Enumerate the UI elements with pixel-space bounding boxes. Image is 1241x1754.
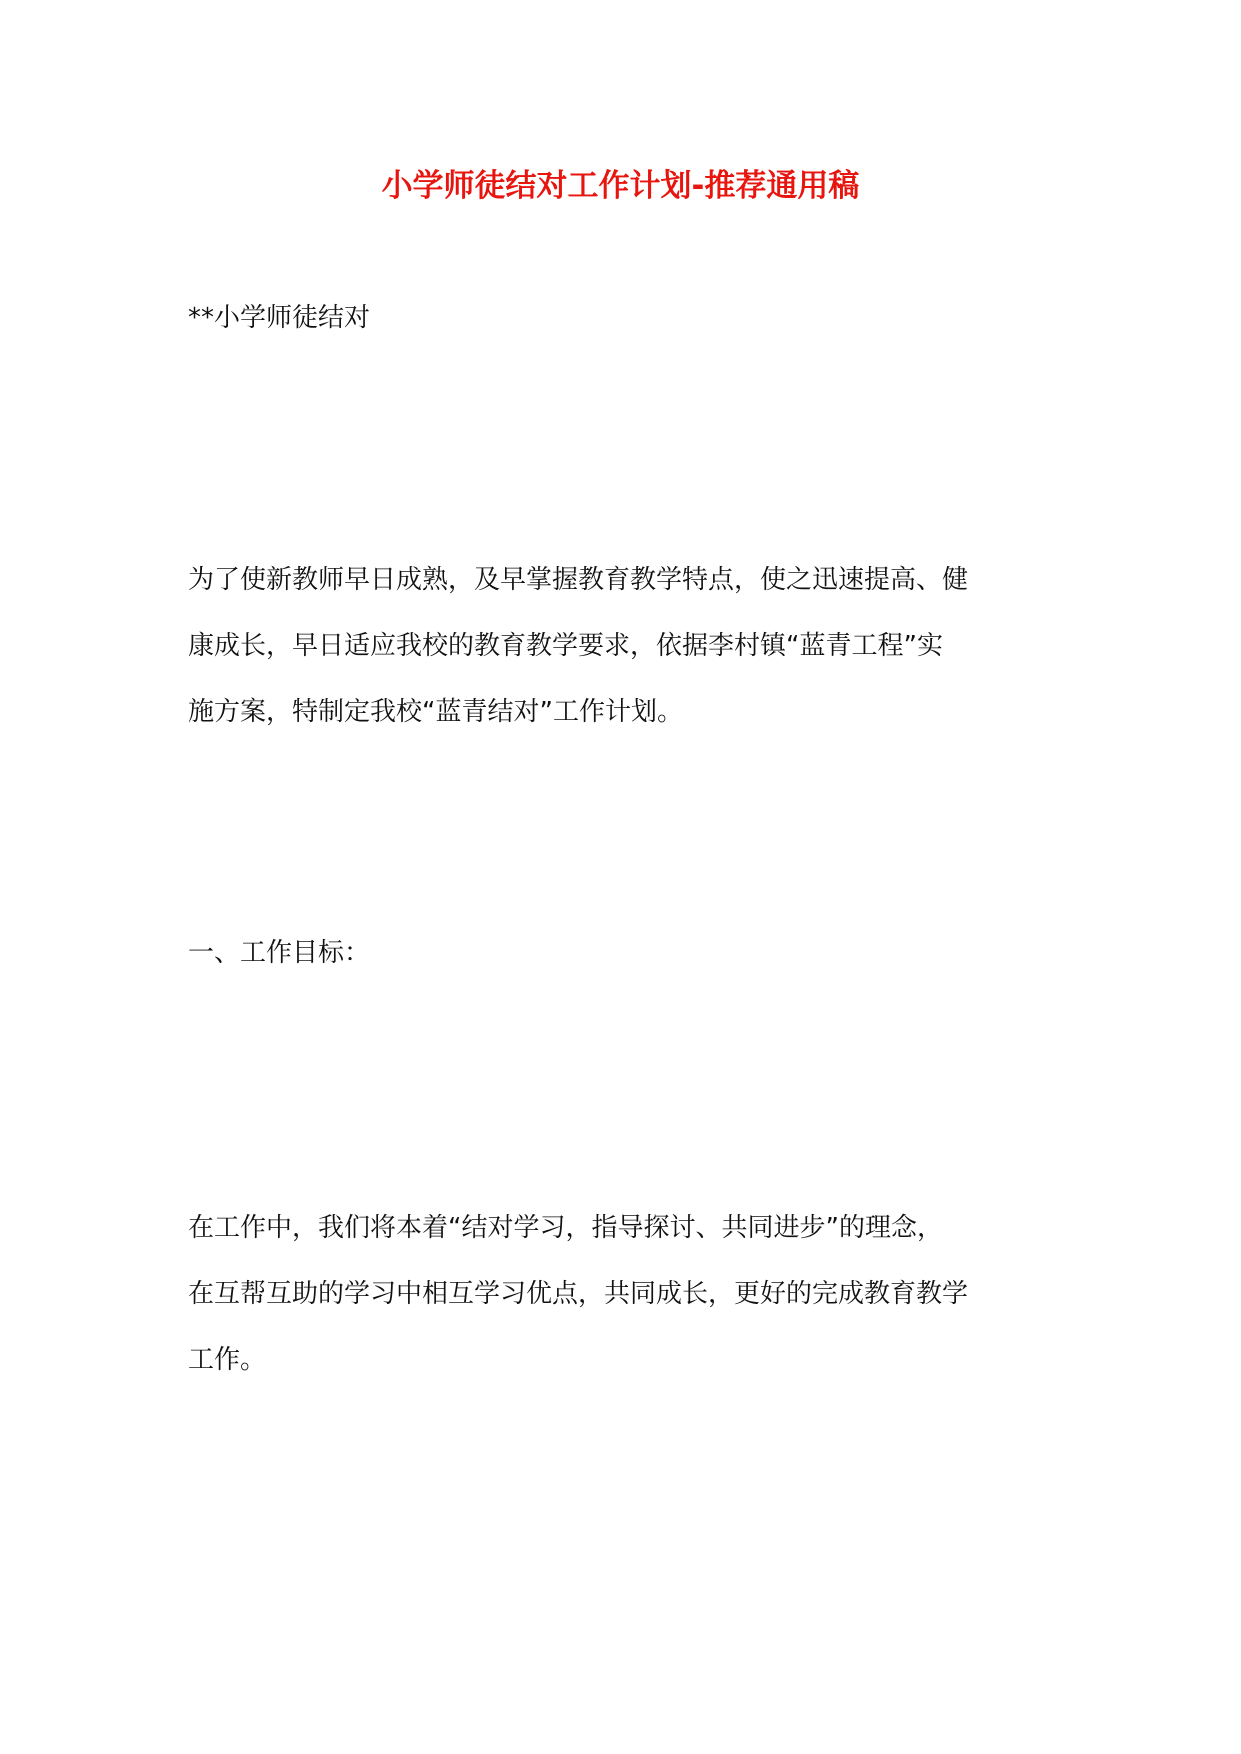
- paragraph-line: 康成长，早日适应我校的教育教学要求，依据李村镇“蓝青工程”实: [188, 631, 943, 661]
- paragraph-line: 在互帮互助的学习中相互学习优点，共同成长，更好的完成教育教学: [188, 1279, 969, 1309]
- goals-paragraph: [188, 1195, 1088, 1393]
- paragraph-line: 在工作中，我们将本着“结对学习，指导探讨、共同进步”的理念，: [188, 1213, 943, 1243]
- paragraph-line: 工作。: [188, 1345, 267, 1375]
- paragraph-line: 为了使新教师早日成熟，及早掌握教育教学特点，使之迅速提高、健: [188, 565, 969, 595]
- intro-paragraph: [188, 547, 1088, 745]
- document-subheading: **小学师徒结对: [188, 303, 371, 333]
- document-title: 小学师徒结对工作计划-推荐通用稿: [381, 168, 860, 204]
- section-heading-goals: 一、工作目标：: [188, 938, 371, 968]
- paragraph-line: 施方案，特制定我校“蓝青结对”工作计划。: [188, 697, 683, 727]
